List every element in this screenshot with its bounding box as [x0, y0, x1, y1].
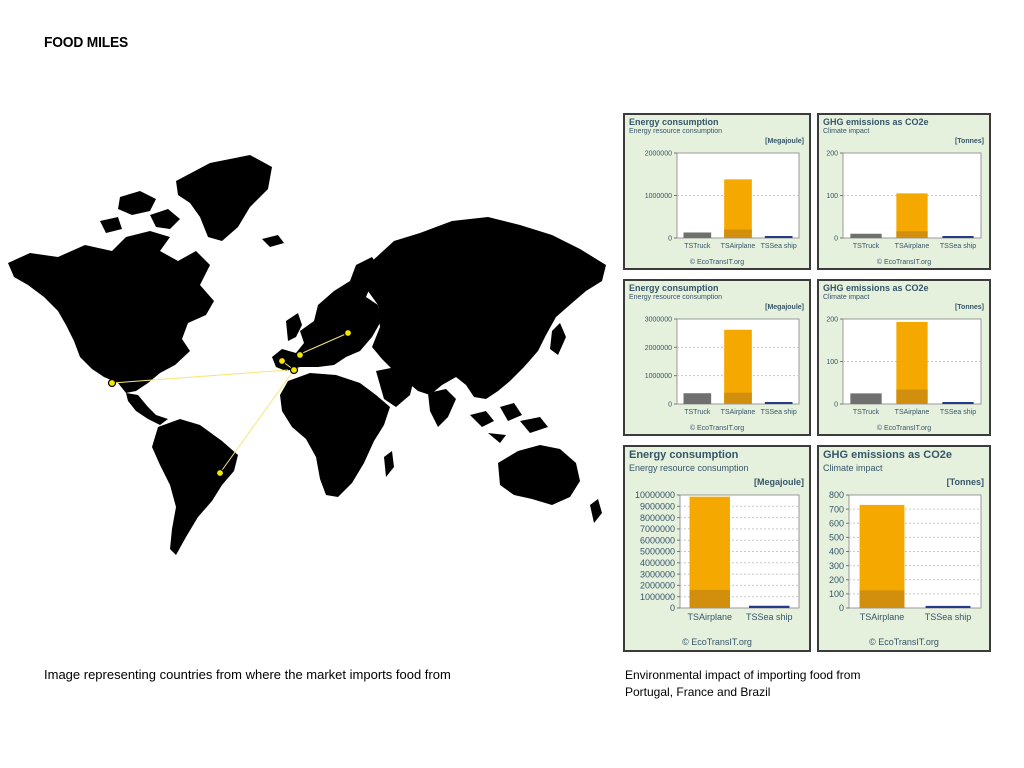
chart-credit: © EcoTransIT.org — [869, 637, 939, 647]
marker-france — [297, 352, 304, 359]
europe-landmass — [272, 257, 380, 371]
y-tick-label: 200 — [826, 150, 838, 158]
y-tick-label: 0 — [669, 603, 675, 614]
x-category-label: TSSea ship — [939, 243, 977, 250]
x-category-label: TSAirplane — [720, 409, 756, 416]
chart-unit: [Megajoule] — [765, 138, 804, 145]
chart-credit: © EcoTransIT.org — [682, 637, 752, 647]
chart-credit: © EcoTransIT.org — [689, 425, 745, 432]
y-tick-label: 6000000 — [639, 535, 675, 546]
x-category-label: TSAirplane — [720, 243, 756, 250]
chart-credit: © EcoTransIT.org — [689, 259, 745, 266]
southeast-asia-islands — [470, 403, 548, 443]
y-tick-label: 500 — [828, 532, 844, 543]
chart-panel — [623, 113, 811, 270]
x-category-label: TSAirplane — [687, 612, 733, 622]
bar-segment-lower — [690, 590, 730, 608]
y-tick-label: 2000000 — [644, 344, 672, 352]
bar-segment-lower — [896, 231, 927, 238]
y-tick-label: 3000000 — [644, 316, 672, 324]
bar-tssea-ship — [926, 606, 971, 608]
bar-tstruck — [850, 393, 881, 404]
y-tick-label: 100 — [828, 589, 844, 600]
x-category-label: TSAirplane — [894, 409, 930, 416]
marker-brazil — [217, 470, 224, 477]
y-tick-label: 0 — [834, 401, 838, 409]
chart-panel — [817, 279, 991, 436]
bar-tstruck — [850, 234, 881, 238]
chart-credit: © EcoTransIT.org — [876, 425, 932, 432]
british-isles — [286, 313, 302, 341]
y-tick-label: 100 — [826, 192, 838, 200]
bar-segment-lower — [724, 230, 752, 239]
chart-unit: [Tonnes] — [954, 304, 984, 311]
map-caption: Image representing countries from where the market imports food from — [44, 667, 451, 682]
y-tick-label: 10000000 — [634, 490, 675, 501]
marker-mexico — [109, 380, 116, 387]
south-america-landmass — [152, 419, 238, 555]
chart-unit: [Tonnes] — [946, 477, 984, 487]
y-tick-label: 9000000 — [639, 501, 675, 512]
india — [428, 389, 456, 427]
bar-segment-lower — [724, 393, 752, 404]
y-tick-label: 4000000 — [639, 557, 675, 568]
chart-unit: [Megajoule] — [753, 477, 804, 487]
iceland — [262, 235, 284, 247]
charts-caption-line2: Portugal, France and Brazil — [625, 685, 771, 699]
chart-title: Energy consumption — [629, 117, 719, 127]
bar-chart — [819, 447, 989, 650]
chart-panel — [817, 445, 991, 652]
x-category-label: TSAirplane — [894, 243, 930, 250]
charts-caption — [625, 667, 925, 701]
central-america-landmass — [126, 393, 168, 425]
y-tick-label: 3000000 — [639, 569, 675, 580]
bar-tssea-ship — [765, 402, 793, 404]
x-category-label: TSTruck — [684, 243, 711, 250]
y-tick-label: 1000000 — [639, 591, 675, 602]
y-tick-label: 300 — [828, 560, 844, 571]
chart-title: GHG emissions as CO2e — [823, 449, 952, 461]
charts-caption-line1: Environmental impact of importing food from — [625, 668, 861, 682]
bar-segment-lower — [860, 590, 905, 608]
africa-landmass — [280, 373, 390, 497]
y-tick-label: 200 — [828, 574, 844, 585]
y-tick-label: 400 — [828, 546, 844, 557]
chart-subtitle: Climate impact — [823, 463, 883, 473]
bar-tssea-ship — [942, 236, 973, 238]
y-tick-label: 7000000 — [639, 524, 675, 535]
bar-chart — [625, 281, 809, 434]
y-tick-label: 8000000 — [639, 512, 675, 523]
x-category-label: TSTruck — [684, 409, 711, 416]
madagascar — [384, 451, 394, 477]
chart-unit: [Tonnes] — [954, 138, 984, 145]
x-category-label: TSTruck — [852, 409, 880, 416]
bar-chart — [819, 281, 989, 434]
chart-panel — [623, 445, 811, 652]
y-tick-label: 0 — [834, 235, 838, 243]
marker-spain — [291, 367, 298, 374]
x-category-label: TSSea ship — [924, 612, 972, 622]
marker-portugal — [279, 358, 286, 365]
y-tick-label: 2000000 — [639, 580, 675, 591]
x-category-label: TSTruck — [852, 243, 880, 250]
y-tick-label: 200 — [826, 316, 838, 324]
bar-tsairplane — [724, 179, 752, 238]
chart-title: GHG emissions as CO2e — [823, 117, 929, 127]
bar-segment-lower — [896, 390, 927, 404]
chart-title: Energy consumption — [629, 283, 719, 293]
y-tick-label: 1000000 — [644, 192, 672, 200]
y-tick-label: 700 — [828, 504, 844, 515]
page-title: FOOD MILES — [44, 34, 129, 51]
y-tick-label: 0 — [838, 603, 844, 614]
bar-tstruck — [684, 232, 712, 238]
bar-chart — [625, 447, 809, 650]
y-tick-label: 600 — [828, 518, 844, 529]
north-america-landmass — [8, 231, 214, 393]
chart-subtitle: Climate impact — [823, 128, 870, 135]
chart-subtitle: Climate impact — [823, 294, 870, 301]
chart-panel — [623, 279, 811, 436]
x-category-label: TSAirplane — [859, 612, 905, 622]
bar-tssea-ship — [765, 236, 793, 238]
y-tick-label: 1000000 — [644, 373, 672, 381]
asia-landmass — [368, 217, 606, 399]
y-tick-label: 0 — [668, 235, 672, 243]
japan — [550, 323, 566, 355]
greenland-landmass — [176, 155, 272, 241]
marker-east-europe — [345, 330, 352, 337]
world-map — [0, 145, 615, 565]
y-tick-label: 5000000 — [639, 546, 675, 557]
x-category-label: TSSea ship — [760, 243, 797, 250]
arctic-islands — [100, 191, 180, 233]
y-tick-label: 2000000 — [644, 150, 672, 158]
chart-unit: [Megajoule] — [765, 304, 804, 311]
chart-credit: © EcoTransIT.org — [876, 259, 932, 266]
chart-title: GHG emissions as CO2e — [823, 283, 929, 293]
australia-landmass — [498, 445, 580, 505]
route-brazil — [220, 370, 294, 473]
y-tick-label: 800 — [828, 490, 844, 501]
bar-chart — [625, 115, 809, 268]
chart-subtitle: Energy resource consumption — [629, 463, 749, 473]
chart-subtitle: Energy resource consumption — [629, 128, 722, 135]
y-tick-label: 0 — [668, 401, 672, 409]
new-zealand — [590, 499, 602, 523]
chart-title: Energy consumption — [629, 449, 739, 461]
x-category-label: TSSea ship — [939, 409, 977, 416]
bar-tssea-ship — [942, 402, 973, 404]
bar-tssea-ship — [749, 606, 789, 608]
bar-tstruck — [684, 393, 712, 404]
bar-chart — [819, 115, 989, 268]
x-category-label: TSSea ship — [760, 409, 797, 416]
chart-panel — [817, 113, 991, 270]
x-category-label: TSSea ship — [745, 612, 793, 622]
y-tick-label: 100 — [826, 358, 838, 366]
chart-subtitle: Energy resource consumption — [629, 294, 722, 301]
